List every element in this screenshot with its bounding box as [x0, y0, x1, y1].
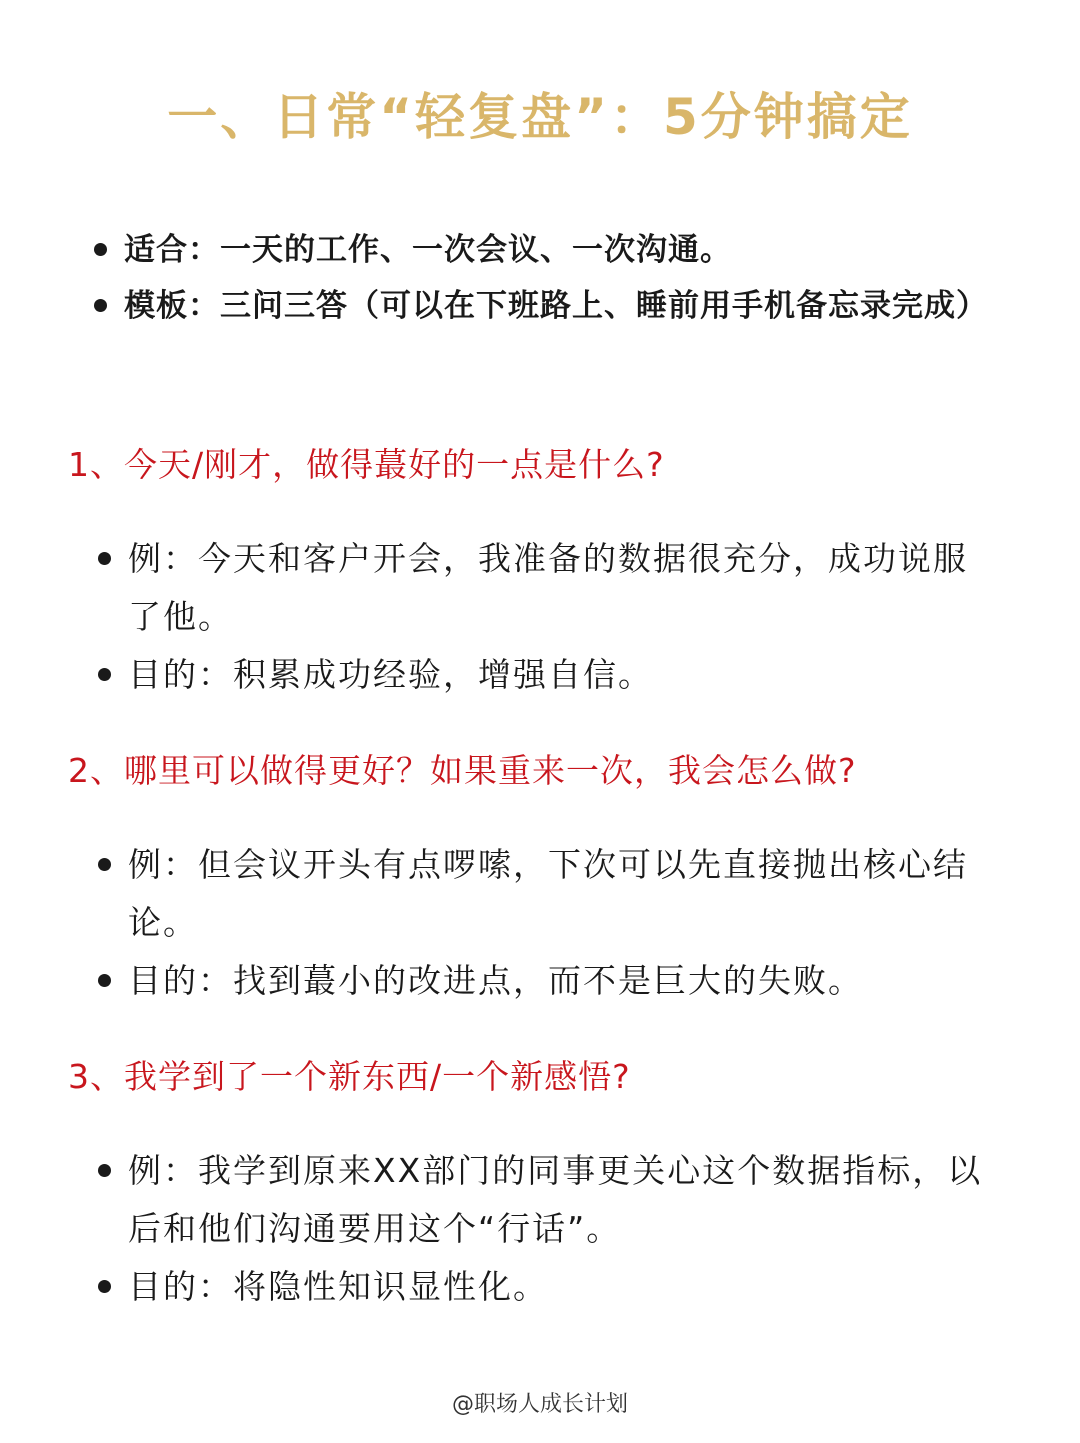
section-heading-3: 3、我学到了一个新东西/一个新感悟?: [68, 1057, 631, 1096]
list-item: [128, 1142, 998, 1258]
intro-item-template: [124, 278, 1004, 334]
bullet-icon: [98, 552, 111, 565]
bullet-icon: [98, 858, 111, 871]
section-items-2: [128, 836, 998, 1010]
list-item: [128, 530, 998, 646]
item-text: 例：我学到原来XX部门的同事更关心这个数据指标，以后和他们沟通要用这个“行话”。: [128, 1151, 983, 1248]
bullet-icon: [98, 974, 111, 987]
item-text: 目的：将隐性知识显性化。: [128, 1267, 548, 1306]
list-item: [128, 952, 998, 1010]
item-text: 例：但会议开头有点啰嗦，下次可以先直接抛出核心结论。: [128, 845, 968, 942]
bullet-icon: [94, 299, 107, 312]
footer-credit: @职场人成长计划: [451, 1392, 628, 1417]
bullet-icon: [98, 1280, 111, 1293]
bullet-icon: [98, 1164, 111, 1177]
item-text: 目的：积累成功经验，增强自信。: [128, 655, 653, 694]
section-items-3: [128, 1142, 998, 1316]
section-heading-2: 2、哪里可以做得更好？如果重来一次，我会怎么做?: [68, 751, 857, 790]
bullet-icon: [98, 668, 111, 681]
section-items-1: [128, 530, 998, 704]
list-item: [128, 836, 998, 952]
intro-item-scope: [124, 222, 1004, 278]
item-text: 例：今天和客户开会，我准备的数据很充分，成功说服了他。: [128, 539, 968, 636]
list-item: [128, 1258, 998, 1316]
item-text: 目的：找到蕞小的改进点，而不是巨大的失败。: [128, 961, 863, 1000]
list-item: [128, 646, 998, 704]
page-title: 一、日常“轻复盘”：5分钟搞定: [167, 88, 913, 146]
intro-text: 适合：一天的工作、一次会议、一次沟通。: [124, 232, 732, 268]
intro-list: [124, 222, 1004, 334]
bullet-icon: [94, 243, 107, 256]
intro-text: 模板：三问三答（可以在下班路上、睡前用手机备忘录完成）: [124, 288, 988, 324]
section-heading-1: 1、今天/刚才，做得蕞好的一点是什么?: [68, 445, 665, 484]
